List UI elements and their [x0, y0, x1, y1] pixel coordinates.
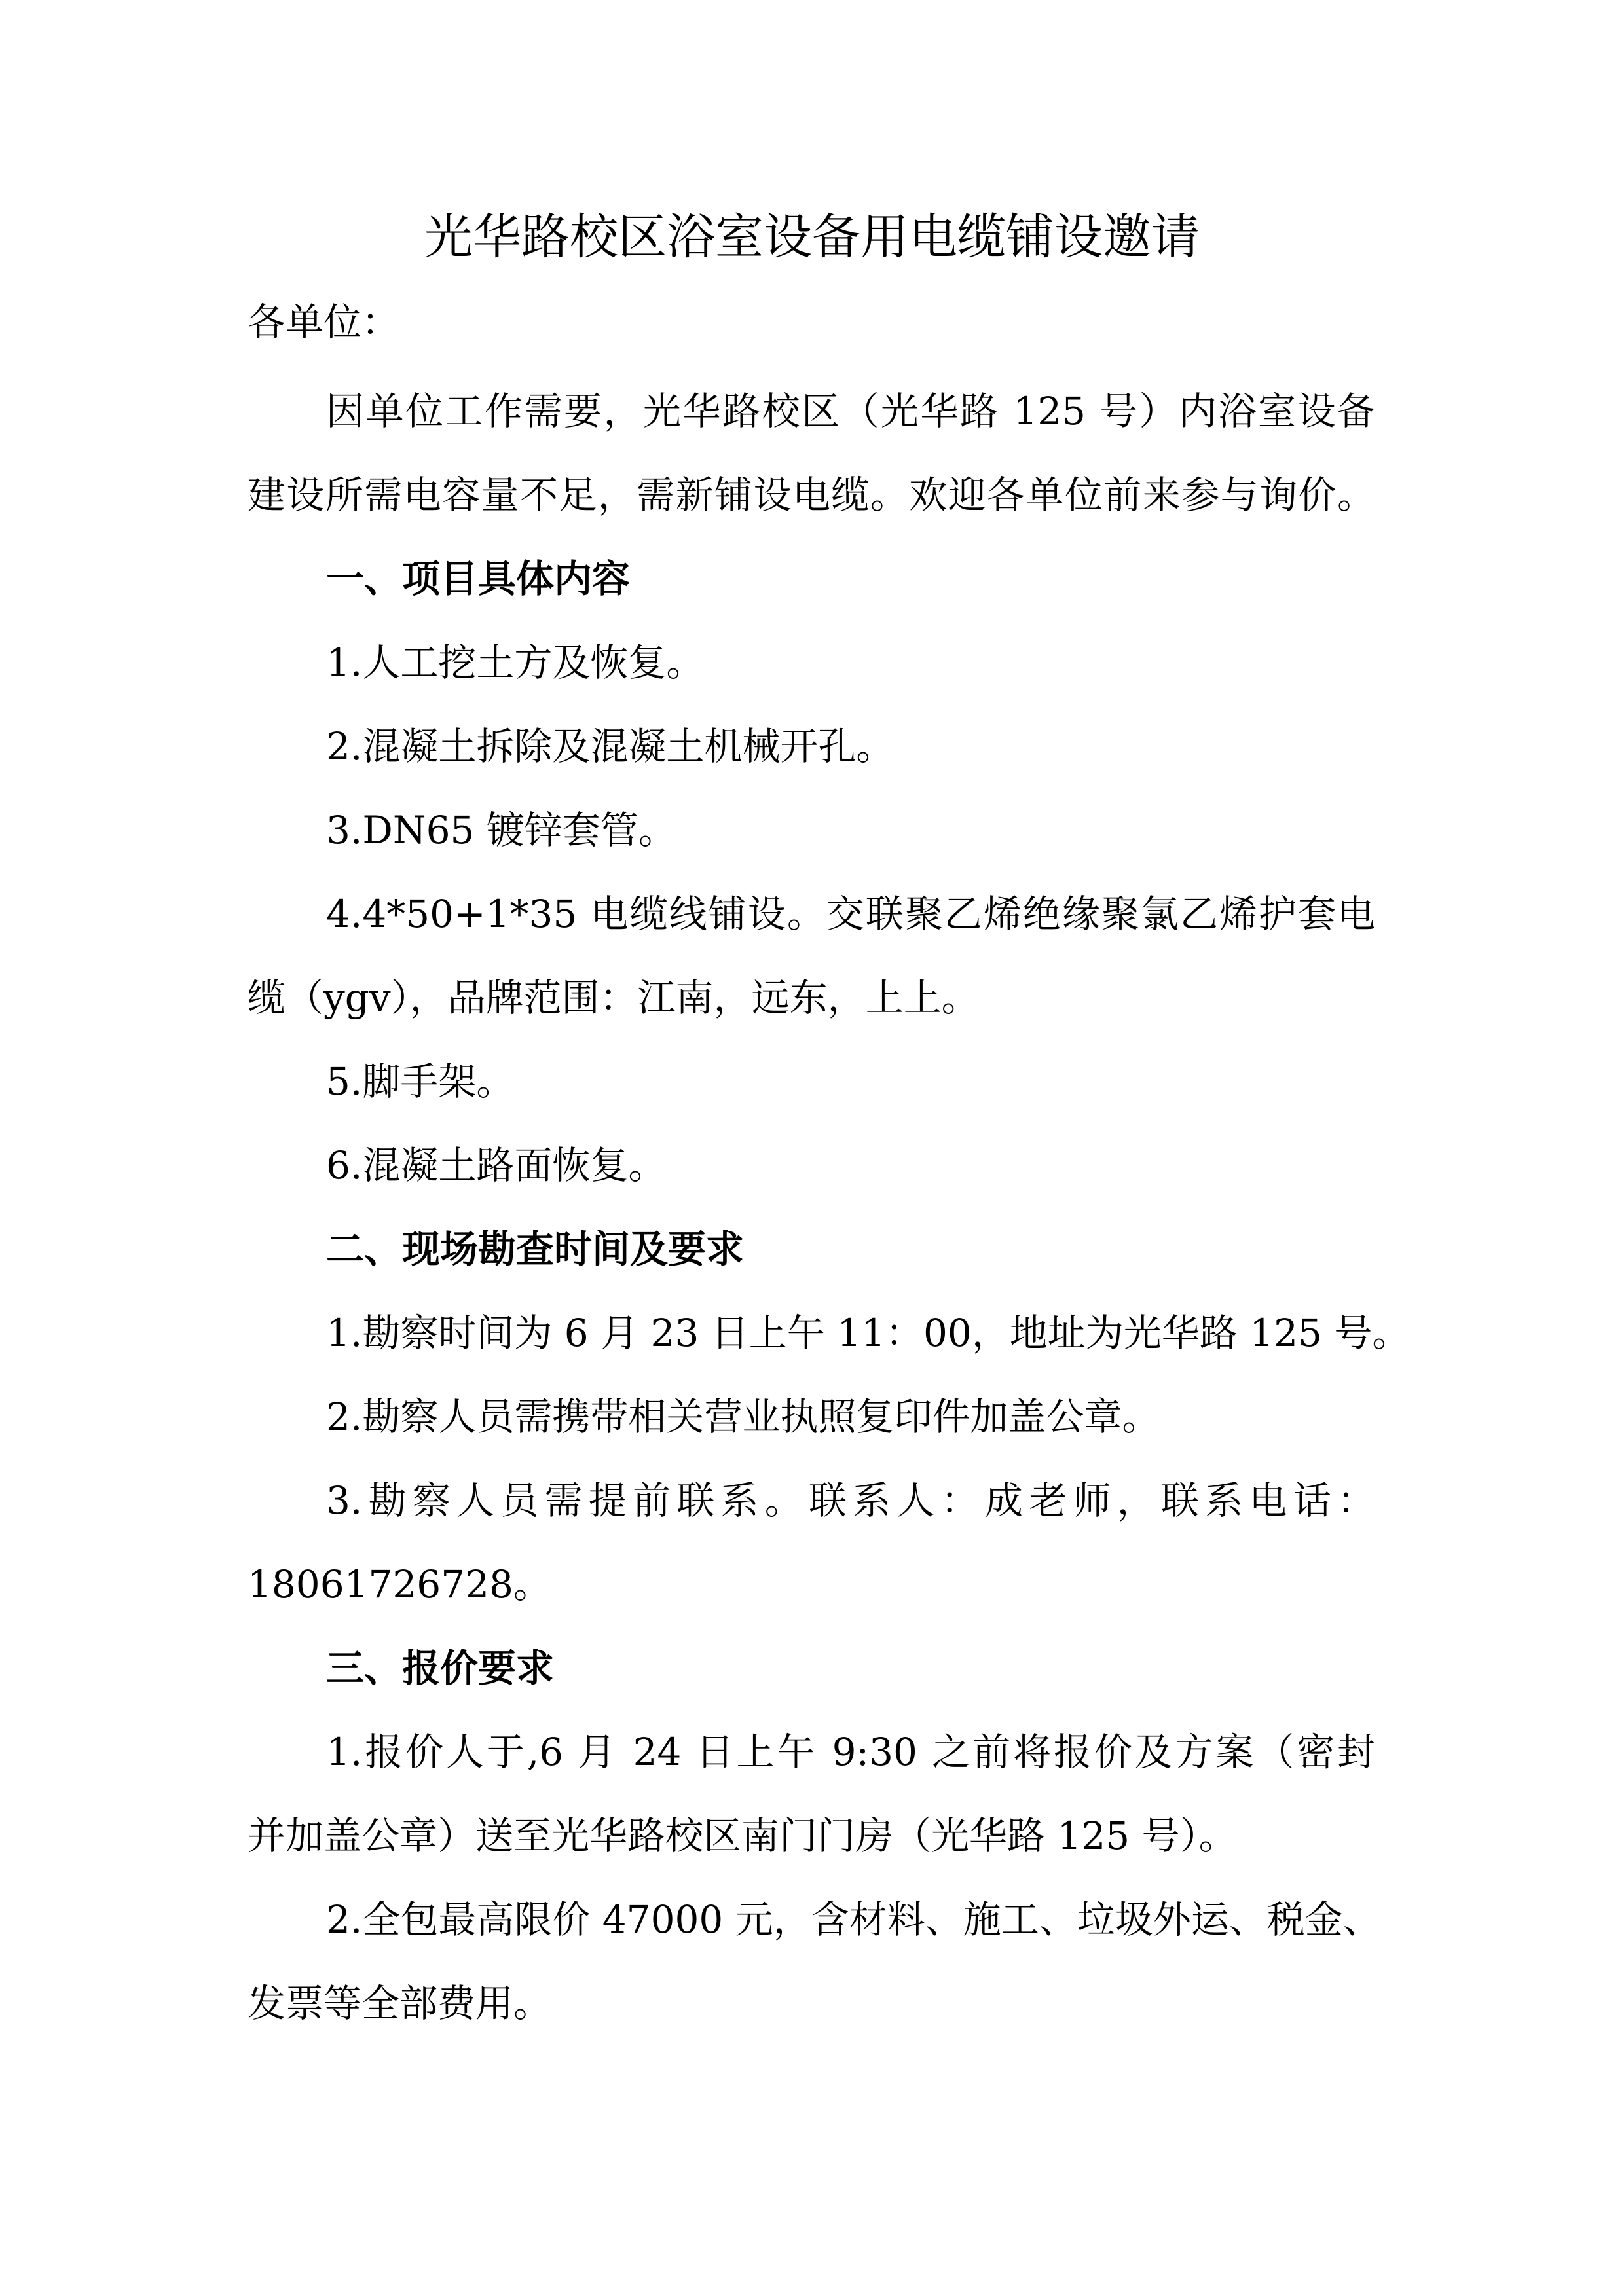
list-item: 5.脚手架。 [326, 1059, 515, 1104]
list-item-line-1: 3.勘察人员需提前联系。联系人：成老师，联系电话： [326, 1478, 1375, 1523]
salutation: 各单位： [248, 300, 400, 344]
list-item-line-2: 并加盖公章）送至光华路校区南门门房（光华路 125 号）。 [248, 1813, 1237, 1858]
list-item: 3.DN65 镀锌套管。 [326, 808, 676, 852]
list-item: 1.人工挖土方及恢复。 [326, 640, 705, 685]
intro-paragraph-line-1: 因单位工作需要，光华路校区（光华路 125 号）内浴室设备 [326, 389, 1375, 433]
intro-paragraph-line-2: 建设所需电容量不足，需新铺设电缆。欢迎各单位前来参与询价。 [248, 473, 1375, 517]
section-heading-quotation-requirements: 三、报价要求 [326, 1646, 555, 1690]
document-title: 光华路校区浴室设备用电缆铺设邀请 [424, 209, 1200, 265]
list-item: 2.混凝土拆除及混凝土机械开孔。 [326, 724, 895, 769]
list-item: 1.勘察时间为 6 月 23 日上午 11：00，地址为光华路 125 号。 [326, 1311, 1411, 1355]
section-heading-project-content: 一、项目具体内容 [326, 556, 631, 601]
list-item-line-1: 2.全包最高限价 47000 元，含材料、施工、垃圾外运、税金、 [326, 1897, 1381, 1942]
list-item: 6.混凝土路面恢复。 [326, 1143, 667, 1188]
list-item: 2.勘察人员需携带相关营业执照复印件加盖公章。 [326, 1394, 1160, 1439]
list-item-line-1: 1.报价人于,6 月 24 日上午 9:30 之前将报价及方案（密封 [326, 1730, 1375, 1774]
list-item-line-2: 缆（ygv），品牌范围：江南，远东，上上。 [248, 975, 980, 1020]
list-item-line-1: 4.4*50+1*35 电缆线铺设。交联聚乙烯绝缘聚氯乙烯护套电 [326, 892, 1375, 936]
list-item-line-2: 发票等全部费用。 [248, 1981, 552, 2026]
section-heading-site-survey: 二、现场勘查时间及要求 [326, 1227, 745, 1271]
contact-phone: 18061726728。 [248, 1562, 551, 1607]
